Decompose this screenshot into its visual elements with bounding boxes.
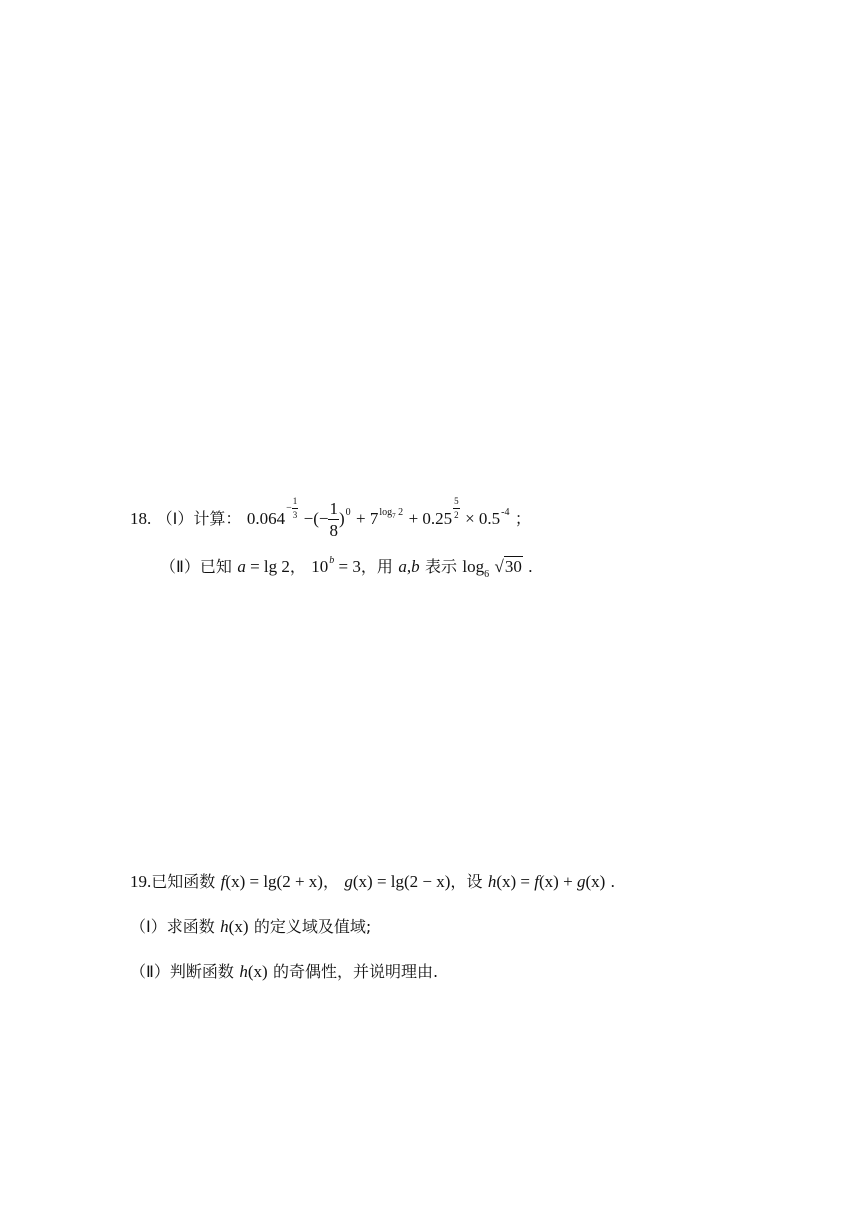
q19-part2-text1: 判断函数 xyxy=(169,962,234,981)
exp-fraction xyxy=(292,497,299,520)
log-base-6: 6 xyxy=(484,569,490,580)
q19-line1-end: . xyxy=(610,872,615,891)
q19-number: 19. xyxy=(130,872,152,891)
sep-a: ， xyxy=(322,872,339,891)
times-05: × 0.5 xyxy=(465,509,501,528)
q19-part1-text1: 求函数 xyxy=(166,917,215,936)
exp-den-2: 2 xyxy=(454,510,459,521)
exponent-neg-one-third xyxy=(286,497,298,520)
log-exponent xyxy=(379,507,403,518)
h-arg-l3: (x) xyxy=(247,962,268,981)
zero-exponent: 0 xyxy=(345,507,351,518)
var-a: a xyxy=(237,557,246,576)
radicand: 30 xyxy=(504,557,522,576)
eq-3: = 3 xyxy=(334,557,361,576)
log-exp-word: log xyxy=(379,507,393,518)
log-exp-arg: 2 xyxy=(398,507,404,518)
set-word: 设 xyxy=(466,872,483,891)
log-exp-base: 7 xyxy=(392,512,396,520)
q19-known: 已知函数 xyxy=(151,872,216,891)
q19-part1-label: （Ⅰ） xyxy=(130,917,167,936)
q18-number: 18. xyxy=(130,509,152,528)
term-base-0064: 0.064 xyxy=(246,509,286,528)
b-exponent: b xyxy=(329,555,335,566)
g-def: (x) = lg(2 − x) xyxy=(352,872,451,891)
h-name: h xyxy=(487,872,497,891)
h-def: (x) = xyxy=(496,872,535,891)
h-name-l2: h xyxy=(220,917,229,936)
h-name-l3: h xyxy=(239,962,248,981)
ten: 10 xyxy=(311,557,329,576)
exponent-five-halves xyxy=(453,497,460,520)
sep-2: ， xyxy=(360,557,377,576)
sep-1: ， xyxy=(289,557,306,576)
g-name-2: g xyxy=(576,872,586,891)
frac-den: 8 xyxy=(329,521,338,540)
q18-part2-label: （Ⅱ） xyxy=(160,557,200,576)
q19-line3 xyxy=(130,961,438,983)
plus-seven: + 7 xyxy=(356,509,379,528)
q19-part1-text2: 的定义域及值域; xyxy=(253,917,372,936)
q19-line1 xyxy=(130,871,615,893)
close-paren: ) xyxy=(338,509,345,528)
use-word: 用 xyxy=(376,557,393,576)
q19-line2 xyxy=(130,916,371,938)
exp-den: 3 xyxy=(292,510,298,521)
exp-fraction-52 xyxy=(453,497,460,520)
frac-num: 1 xyxy=(329,499,338,518)
g-arg-2: (x) xyxy=(585,872,606,891)
f-arg-2: (x) + xyxy=(539,872,577,891)
q18-part1-end: ； xyxy=(514,509,531,528)
fraction-one-eighth xyxy=(328,500,339,539)
var-a2: a xyxy=(398,557,407,576)
log-word: log xyxy=(462,557,485,576)
sqrt-30: √30 xyxy=(494,557,522,576)
exp-sign: − xyxy=(286,502,292,514)
comma: , xyxy=(406,557,412,576)
f-name-2: f xyxy=(534,872,540,891)
q18-part2-end: . xyxy=(528,557,533,576)
q18-part2-line xyxy=(160,556,533,581)
h-arg-l2: (x) xyxy=(228,917,249,936)
sep-b: ， xyxy=(450,872,467,891)
f-name: f xyxy=(220,872,226,891)
plus-025: + 0.25 xyxy=(408,509,453,528)
exp-num-5: 5 xyxy=(454,496,459,507)
q18-part1-label: （Ⅰ） xyxy=(156,509,194,528)
f-def: (x) = lg(2 + x) xyxy=(225,872,323,891)
neg-four-exponent: -4 xyxy=(501,507,510,518)
var-b: b xyxy=(411,557,420,576)
exp-num: 1 xyxy=(292,496,298,507)
a-expr: = lg 2 xyxy=(245,557,290,576)
q19-part2-label: （Ⅱ） xyxy=(130,962,170,981)
represent-word: 表示 xyxy=(424,557,457,576)
q18-part2-known: 已知 xyxy=(199,557,232,576)
minus-neg-open: −(− xyxy=(303,509,329,528)
q18-part1-prefix: 计算： xyxy=(193,509,242,528)
q19-part2-text2: 的奇偶性，并说明理由. xyxy=(273,962,439,981)
q18-part1-line xyxy=(130,496,531,540)
g-name: g xyxy=(344,872,353,891)
